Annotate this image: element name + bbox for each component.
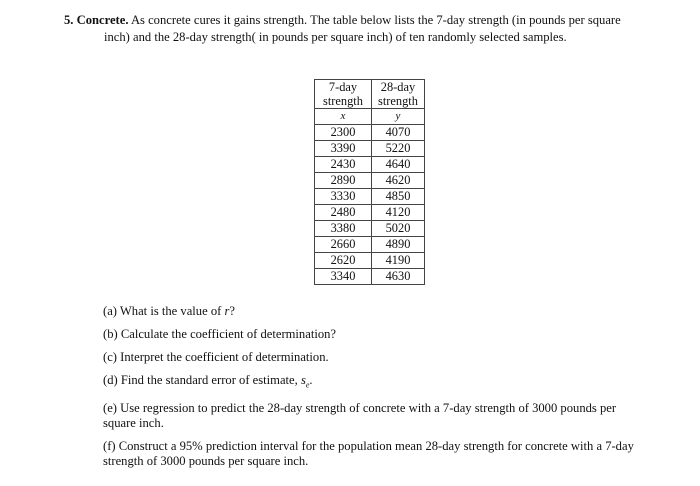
col-y-variable: y bbox=[372, 109, 425, 125]
question-list bbox=[103, 304, 643, 477]
table-variable-row bbox=[315, 109, 425, 125]
question-a-variable: r bbox=[224, 304, 230, 318]
col-28day-header-line2: strength bbox=[378, 94, 418, 108]
question-f: (f) Construct a 95% prediction interval for the population mean 28-day strength for concrete with a 7-day strength of 3000 pounds per square inch. bbox=[103, 438, 634, 468]
cell-x: 2430 bbox=[315, 157, 372, 173]
cell-x: 2480 bbox=[315, 205, 372, 221]
cell-x: 3330 bbox=[315, 189, 372, 205]
table-row bbox=[315, 221, 425, 237]
problem-intro bbox=[64, 12, 642, 46]
cell-y: 4190 bbox=[372, 253, 425, 269]
cell-x: 3380 bbox=[315, 221, 372, 237]
table-row bbox=[315, 237, 425, 253]
cell-y: 5020 bbox=[372, 221, 425, 237]
col-x-variable: x bbox=[315, 109, 372, 125]
question-c: (c) Interpret the coefficient of determination. bbox=[103, 350, 329, 364]
table-row bbox=[315, 141, 425, 157]
question-a-text: (a) What is the value of bbox=[103, 304, 225, 318]
cell-y: 4640 bbox=[372, 157, 425, 173]
table-row bbox=[315, 157, 425, 173]
cell-y: 4120 bbox=[372, 205, 425, 221]
cell-y: 5220 bbox=[372, 141, 425, 157]
question-d bbox=[103, 373, 643, 393]
cell-x: 3340 bbox=[315, 269, 372, 285]
col-28day-header-line1: 28-day bbox=[380, 80, 416, 94]
question-d-variable: s bbox=[300, 373, 306, 387]
cell-y: 4070 bbox=[372, 125, 425, 141]
cell-y: 4620 bbox=[372, 173, 425, 189]
question-d-subscript: e bbox=[305, 380, 310, 390]
table-row bbox=[315, 173, 425, 189]
col-7day-header bbox=[315, 80, 372, 109]
problem-statement bbox=[64, 12, 642, 46]
col-7day-header-line2: strength bbox=[323, 94, 363, 108]
question-e: (e) Use regression to predict the 28-day strength of concrete with a 7-day strength of 3000 pounds per square inch. bbox=[103, 400, 617, 430]
cell-x: 2890 bbox=[315, 173, 372, 189]
problem-title: Concrete. bbox=[76, 13, 129, 27]
table-row bbox=[315, 205, 425, 221]
cell-x: 2300 bbox=[315, 125, 372, 141]
table-header-row bbox=[315, 80, 425, 109]
cell-x: 2660 bbox=[315, 237, 372, 253]
table-row bbox=[315, 269, 425, 285]
problem-intro-text: As concrete cures it gains strength. The table below lists the 7-day strength (in pounds per square inch) and the 28-day strength( in pounds per square inch) of ten randomly selected samples. bbox=[104, 13, 621, 44]
strength-table bbox=[314, 79, 425, 285]
col-7day-header-line1: 7-day bbox=[328, 80, 358, 94]
problem-number: 5. bbox=[64, 13, 74, 27]
cell-x: 2620 bbox=[315, 253, 372, 269]
table-row bbox=[315, 253, 425, 269]
cell-y: 4890 bbox=[372, 237, 425, 253]
cell-x: 3390 bbox=[315, 141, 372, 157]
cell-y: 4630 bbox=[372, 269, 425, 285]
cell-y: 4850 bbox=[372, 189, 425, 205]
question-d-text: (d) Find the standard error of estimate, bbox=[103, 373, 301, 387]
question-b: (b) Calculate the coefficient of determination? bbox=[103, 327, 336, 341]
table-row bbox=[315, 189, 425, 205]
question-a bbox=[103, 304, 643, 319]
table-row bbox=[315, 125, 425, 141]
col-28day-header bbox=[372, 80, 425, 109]
question-d-end: . bbox=[309, 373, 313, 387]
question-a-end: ? bbox=[229, 304, 235, 318]
